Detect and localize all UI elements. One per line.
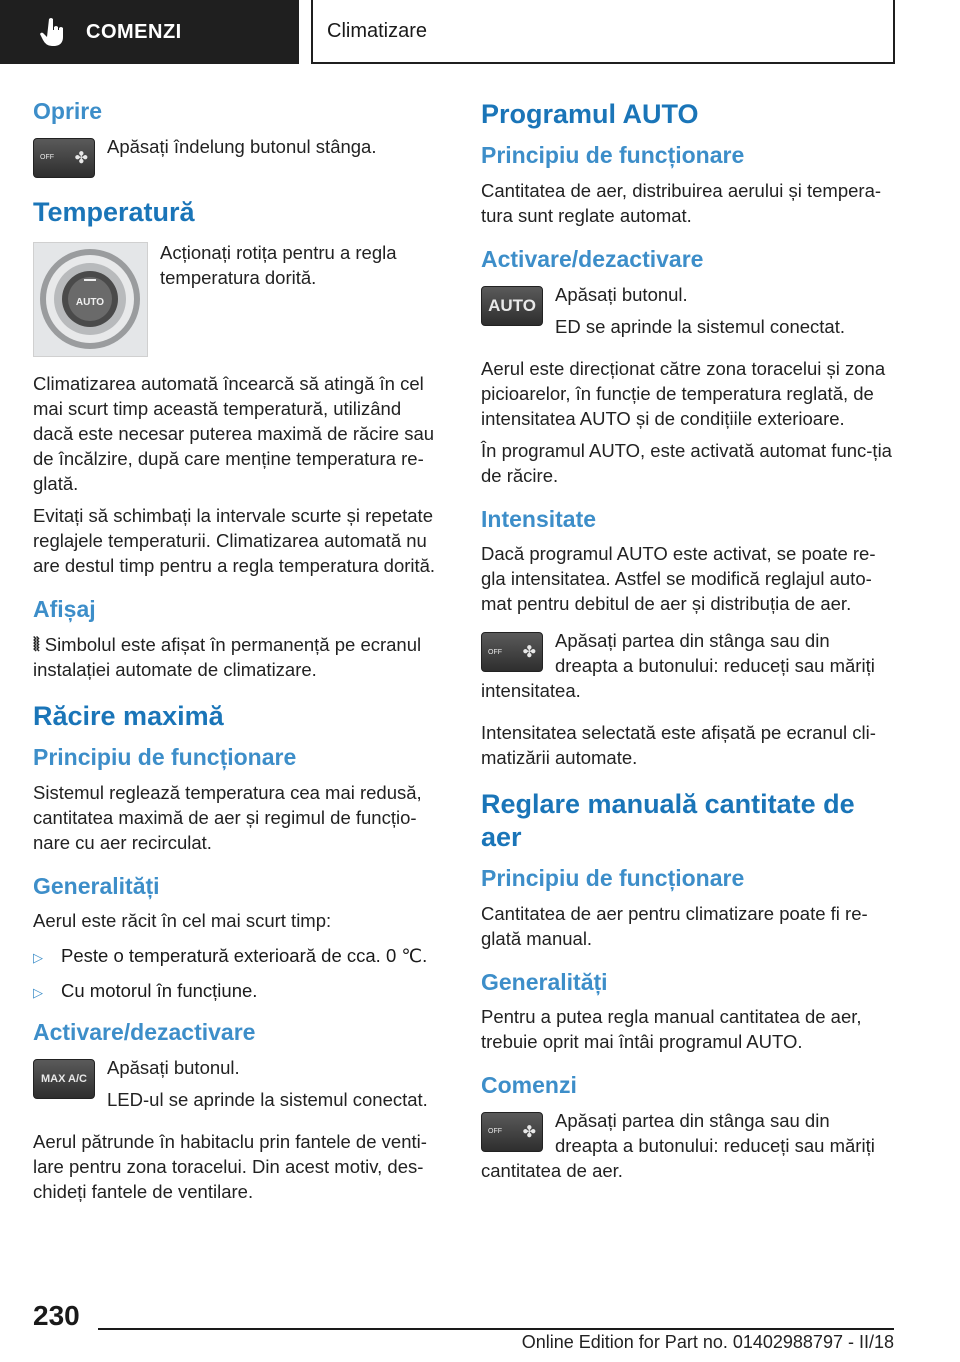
footer-divider: [98, 1328, 894, 1330]
knob-label: AUTO: [75, 296, 105, 308]
racire-title: Răcire maximă: [33, 700, 224, 731]
temperatura-title: Temperatură: [33, 196, 195, 227]
chapter-tab[interactable]: [0, 0, 299, 64]
edition-text: Online Edition for Part no. 01402988797 - II/18: [521, 1332, 894, 1352]
fan-off-button-image: [481, 1112, 543, 1152]
section-reglare-manuala: [481, 788, 893, 1190]
triangle-bullet-icon: ▷: [33, 950, 43, 966]
off-label: OFF: [40, 154, 54, 162]
hand-pointer-icon: [40, 17, 66, 47]
manual-generalitati-title: Generalități: [481, 968, 608, 995]
temperature-knob-image: [33, 242, 148, 357]
chapter-tab-label: COMENZI: [86, 20, 182, 43]
afisaj-text: Simbolul este afișat în permanență pe ecranul instalației automate de climatizare.: [33, 633, 422, 680]
fan-icon: ✤: [522, 644, 536, 662]
auto-activare-text-2: ED se aprinde la sistemul conectat.: [555, 315, 845, 337]
oprire-text: Apăsați îndelung butonul stânga.: [107, 135, 377, 157]
auto-activare-text-1: Apăsați butonul.: [555, 283, 688, 305]
fan-off-button-image: [481, 632, 543, 672]
auto-button-image: AUTO: [481, 286, 543, 326]
racire-principiu-title: Principiu de funcționare: [33, 743, 297, 770]
auto-paragraph-1: Aerul este direcționat către zona toracelui și zona picioarelor, în funcție de temperatura reglată, de intensitatea AUTO și de condițiile exterioare.: [481, 357, 886, 429]
racire-activare-text-2: LED-ul se aprinde la sistemul conectat.: [107, 1088, 428, 1110]
off-label: OFF: [488, 648, 502, 656]
racire-generalitati-title: Generalități: [33, 872, 160, 899]
temperatura-paragraph-1: Climatizarea automată încearcă să atingă în cel mai scurt timp această temperatură, utilizând dacă este necesar puterea maximă de răcire sau de încălzire, după care menține temperatura re‐glată.: [33, 372, 435, 494]
intensitate-text: Dacă programul AUTO este activat, se poate re‐gla intensitatea. Astfel se modifică reglajul auto‐mat pentru debitul de aer și distribuția de aer.: [481, 543, 876, 615]
max-ac-button-image: MAX A/C: [33, 1059, 95, 1099]
racire-activare-title: Activare/dezactivare: [33, 1019, 256, 1046]
auto-paragraph-2: În programul AUTO, este activată automat func‐ția de răcire.: [481, 439, 892, 486]
racire-final-text: Aerul pătrunde în habitaclu prin fantele de venti‐lare pentru zona toracelui. Din acest motiv, des‐chideți fantele de ventilare.: [33, 1130, 427, 1202]
section-afisaj: [33, 596, 445, 682]
section-oprire: [33, 98, 445, 178]
manual-principiu-text: Cantitatea de aer pentru climatizare poate fi re‐glată manual.: [481, 902, 868, 949]
intensitate-after-text: Intensitatea selectată este afișată pe ecranul cli‐matizării automate.: [481, 722, 876, 769]
fan-icon: ✤: [522, 1123, 536, 1141]
page-header: [0, 0, 960, 66]
manual-title: Reglare manuală cantitate de aer: [481, 789, 855, 852]
intensitate-title: Intensitate: [481, 505, 597, 532]
page-number: 230: [33, 1300, 80, 1331]
manual-comenzi-text: Apăsați partea din stânga sau din dreapta a butonului: reduceți sau măriți cantitatea de aer.: [481, 1109, 875, 1181]
racire-generalitati-text: Aerul este răcit în cel mai scurt timp:: [33, 910, 332, 932]
auto-title: Programul AUTO: [481, 99, 699, 129]
section-program-auto: [481, 98, 893, 770]
auto-activare-title: Activare/dezactivare: [481, 245, 704, 272]
knob-icon: [34, 243, 147, 356]
page-footer: [0, 1296, 960, 1362]
right-column: [481, 98, 893, 1208]
auto-principiu-title: Principiu de funcționare: [481, 142, 745, 169]
temperatura-paragraph-2: Evitați să schimbați la intervale scurte și repetate reglajele temperaturii. Climatizarea automată nu are destul timp pentru a regla temperatura dorită.: [33, 504, 436, 576]
racire-principiu-text: Sistemul reglează temperatura cea mai redusă, cantitatea maximă de aer și regimul de funcțio‐nare cu aer recirculat.: [33, 781, 422, 853]
list-item: ▷ Peste o temperatură exterioară de cca. 0 ℃.: [33, 943, 445, 970]
afisaj-title: Afișaj: [33, 595, 96, 622]
auto-principiu-text: Cantitatea de aer, distribuirea aerului și tempera‐tura sunt reglate automat.: [481, 179, 882, 226]
fan-icon: ✤: [74, 149, 88, 167]
intensitate-button-text: Apăsați partea din stânga sau din dreapta a butonului: reduceți sau măriți intensitatea.: [481, 630, 875, 702]
oprire-title: Oprire: [33, 98, 103, 124]
racire-conditions-list: [33, 943, 445, 1005]
racire-activare-text-1: Apăsați butonul.: [107, 1056, 240, 1078]
section-racire-maxima: [33, 700, 445, 1204]
section-title: Climatizare: [311, 0, 895, 64]
triangle-bullet-icon: ▷: [33, 985, 43, 1001]
off-label: OFF: [488, 1128, 502, 1136]
left-column: [33, 98, 445, 1222]
list-item: ▷ Cu motorul în funcțiune.: [33, 978, 445, 1005]
manual-comenzi-title: Comenzi: [481, 1072, 577, 1099]
manual-principiu-title: Principiu de funcționare: [481, 864, 745, 891]
fan-off-button-image: [33, 138, 95, 178]
manual-generalitati-text: Pentru a putea regla manual cantitatea de aer, trebuie oprit mai întâi programul AUTO.: [481, 1006, 862, 1053]
temperatura-icon-text: Acționați rotița pentru a regla temperatura dorită.: [160, 241, 397, 288]
section-temperatura: [33, 196, 445, 578]
air-flow-symbol-icon: ⦚⦚: [33, 633, 39, 655]
